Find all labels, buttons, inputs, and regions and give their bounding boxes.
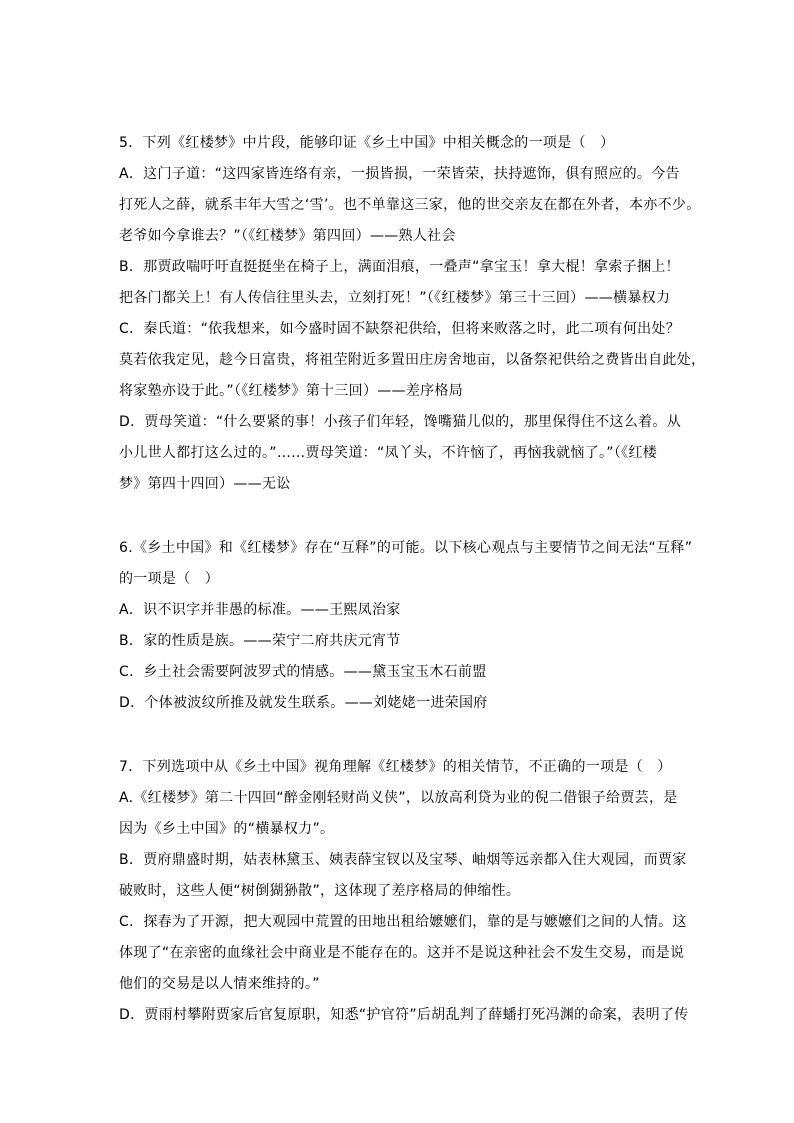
q5-option-a-line1: A．这门子道：“这四家皆连络有亲，一损皆损，一荣皆荣，扶持遮饰，俱有照应的。今告 xyxy=(119,166,680,182)
q5-option-a-line2: 打死人之薛，就系丰年大雪之‘雪’。也不单靠这三家，他的世交亲友在都在外者，本亦不少。 xyxy=(119,197,701,213)
q5-option-d-line1: D．贾母笑道：“什么要紧的事！小孩子们年轻，馋嘴猫儿似的，那里保得住不这么着。从 xyxy=(119,414,682,430)
q6-option-b: B．家的性质是族。——荣宁二府共庆元宵节 xyxy=(119,633,401,649)
q6-option-d: D．个体被波纹所推及就发生联系。——刘姥姥一进荣国府 xyxy=(119,695,488,711)
q7-option-a-line1: A.《红楼梦》第二十四回“醉金刚轻财尚义侠”，以放高利贷为业的倪二借银子给贾芸，是 xyxy=(119,790,678,806)
q5-stem: 5．下列《红楼梦》中片段，能够印证《乡土中国》中相关概念的一项是（ ） xyxy=(119,135,615,151)
q5-option-b-line2: 把各门都关上！有人传信往里头去，立刻打死！”（《红楼梦》第三十三回）——横暴权力 xyxy=(119,290,671,306)
q7-option-c-line1: C．探春为了开源，把大观园中荒置的田地出租给嬷嬷们，靠的是与嬷嬷们之间的人情。这 xyxy=(119,914,687,930)
q5-option-c-line2: 莫若依我定见，趁今日富贵，将祖茔附近多置田庄房舍地亩，以备祭祀供给之费皆出自此处， xyxy=(119,352,706,368)
q7-option-c-line3: 他们的交易是以人情来维持的。” xyxy=(119,976,320,992)
q5-option-d-line3: 梦》第四十四回）——无讼 xyxy=(119,476,291,492)
q7-option-b-line1: B．贾府鼎盛时期，姑表林黛玉、姨表薛宝钗以及宝琴、岫烟等远亲都入住大观园，而贾家 xyxy=(119,852,687,868)
q6-option-a: A．识不识字并非愚的标准。——王熙凤治家 xyxy=(119,602,401,618)
q6-stem-line1: 6.《乡土中国》和《红楼梦》存在“互释”的可能。以下核心观点与主要情节之间无法“互释” xyxy=(119,540,693,556)
q5-option-c-line1: C．秦氏道：“依我想来，如今盛时固不缺祭祀供给，但将来败落之时，此二项有何出处？ xyxy=(119,321,681,337)
q6-option-c: C．乡土社会需要阿波罗式的情感。——黛玉宝玉木石前盟 xyxy=(119,664,487,680)
q7-option-d-line1: D．贾雨村攀附贾家后官复原职，知悉“护官符”后胡乱判了薛蟠打死冯渊的命案，表明了传 xyxy=(119,1007,689,1023)
q7-stem: 7．下列选项中从《乡土中国》视角理解《红楼梦》的相关情节，不正确的一项是（ ） xyxy=(119,759,672,775)
q5-option-c-line3: 将家塾亦设于此。”（《红楼梦》第十三回）——差序格局 xyxy=(119,383,464,399)
q5-option-a-line3: 老爷如今拿谁去？”（《红楼梦》第四回）——熟人社会 xyxy=(119,228,456,244)
q5-option-b-line1: B．那贾政喘吁吁直挺挺坐在椅子上，满面泪痕，一叠声“拿宝玉！拿大棍！拿索子捆上！ xyxy=(119,259,680,275)
q5-option-d-line2: 小儿世人都打这么过的。”……贾母笑道：“凤丫头，不许恼了，再恼我就恼了。”（《红楼 xyxy=(119,445,658,461)
q6-stem-line2: 的一项是（ ） xyxy=(119,571,220,587)
q7-option-b-line2: 破败时，这些人便“树倒猢狲散”，这体现了差序格局的伸缩性。 xyxy=(119,883,521,899)
q7-option-c-line2: 体现了“在亲密的血缘社会中商业是不能存在的。这并不是说这种社会不发生交易，而是说 xyxy=(119,945,685,961)
q7-option-a-line2: 因为《乡土中国》的“横暴权力”。 xyxy=(119,821,335,837)
